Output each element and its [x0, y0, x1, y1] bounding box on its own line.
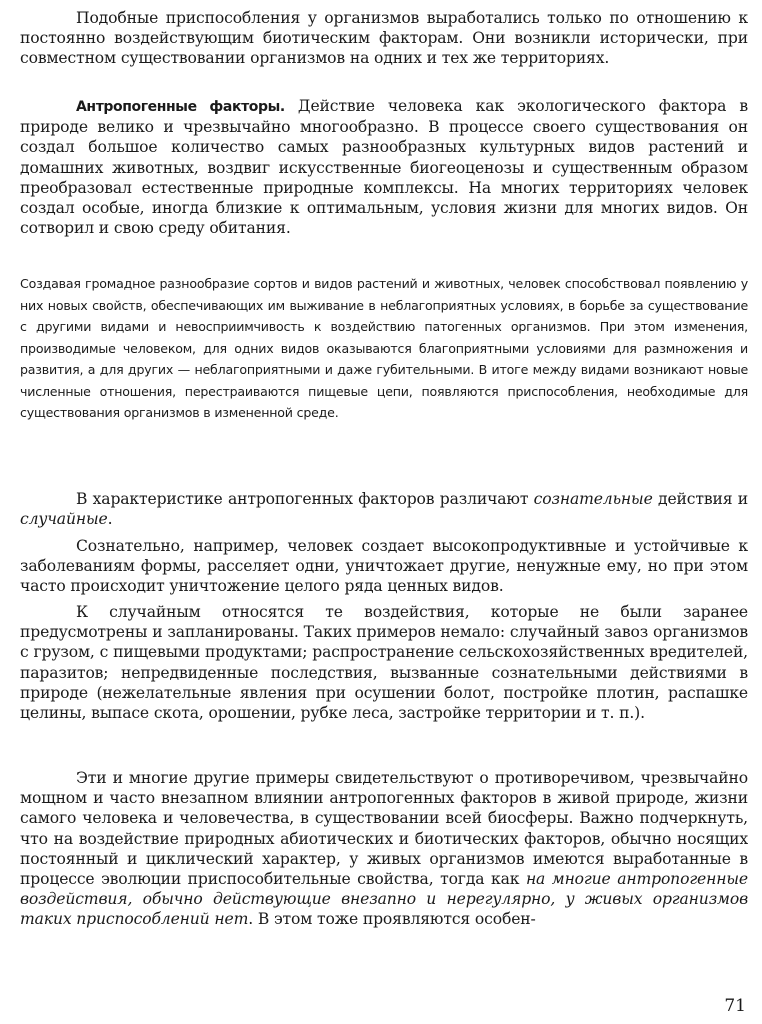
text-run: Эти и многие другие примеры свидетельствуют о противоречивом, чрезвычайно мощном и часто внезапном влиянии антропогенных факторов в живой природе, жизни самого человека и человечества, в существовании всей биосферы. Важно подчеркнуть, что на воздействие природных абиотических и биотических факторов, обычно носящих постоянный и циклический характер, у живых организмов имеются выработанные в процессе эволюции приспособительные свойства, тогда как — [20, 769, 748, 889]
page-number: 71 — [724, 996, 746, 1016]
paragraph-conclusion — [20, 768, 748, 930]
text-run: . В этом тоже проявляются особен- — [248, 910, 536, 929]
sidebar-box-text: Создавая громадное разнообразие сортов и видов растений и животных, человек способствовал появлению у них новых свойств, обеспечивающих им выживание в неблагоприятных условиях, в борьбе за существование с другими видами и невосприимчивость к воздействию патогенных организмов. При этом изменения, производимые человеком, для одних видов оказываются благоприятными условиями для размножения и развития, а для других — неблагоприятными и даже губительными. В итоге между видами возникают новые численные отношения, перестраиваются пищевые цепи, появляются приспособления, необходимые для существования организмов в измененной среде. — [20, 276, 748, 420]
paragraph-conscious-actions: Сознательно, например, человек создает высокопродуктивные и устойчивые к заболеваниям формы, расселяет одни, уничтожает другие, ненужные ему, но при этом часто происходит уничтожение целого ряда ценных видов. — [20, 537, 748, 596]
paragraph-anthropogenic-factors — [20, 96, 748, 238]
emphasis-random: случайные — [20, 510, 108, 529]
paragraph-action-types — [20, 489, 748, 529]
paragraph-text: Действие человека как экологического фактора в природе велико и чрезвычайно многообразно. В процессе своего существования он создал большое количество самых разнообразных культурных видов растений и домашних животных, воздвиг искусственные биогеоценозы и существенным образом преобразовал естественные природные комплексы. На многих территориях человек создал особые, иногда близкие к оптимальным, условия жизни для многих видов. Он сотворил и свою среду обитания. — [20, 97, 749, 238]
emphasis-no-adaptations: на многие антропогенные воздействия, обычно действующие внезапно и нерегулярно, у живых организмов таких приспособлений нет — [20, 870, 748, 929]
section-heading-anthropogenic: Антропогенные факторы. — [76, 99, 285, 115]
text-run: . — [107, 510, 113, 529]
paragraph-biotic-adaptations: Подобные приспособления у организмов выработались только по отношению к постоянно воздействующим биотическим факторам. Они возникли исторически, при совместном существовании организмов на одних и тех же территориях. — [20, 9, 748, 68]
emphasis-conscious: сознательные — [533, 490, 653, 508]
text-run: действия и — [652, 490, 748, 508]
text-run: В характеристике антропогенных факторов различают — [76, 490, 534, 508]
paragraph-random-actions: К случайным относятся те воздействия, которые не были заранее предусмотрены и запланированы. Таких примеров немало: случайный завоз организмов с грузом, с пищевыми продуктами; распространение сельскохозяйственных вредителей, паразитов; непредвиденные последствия, вызванные сознательными действиями в природе (нежелательные явления при осушении болот, постройке плотин, распашке целины, выпасе скота, орошении, рубке леса, застройке территории и т. п.). — [20, 603, 748, 723]
